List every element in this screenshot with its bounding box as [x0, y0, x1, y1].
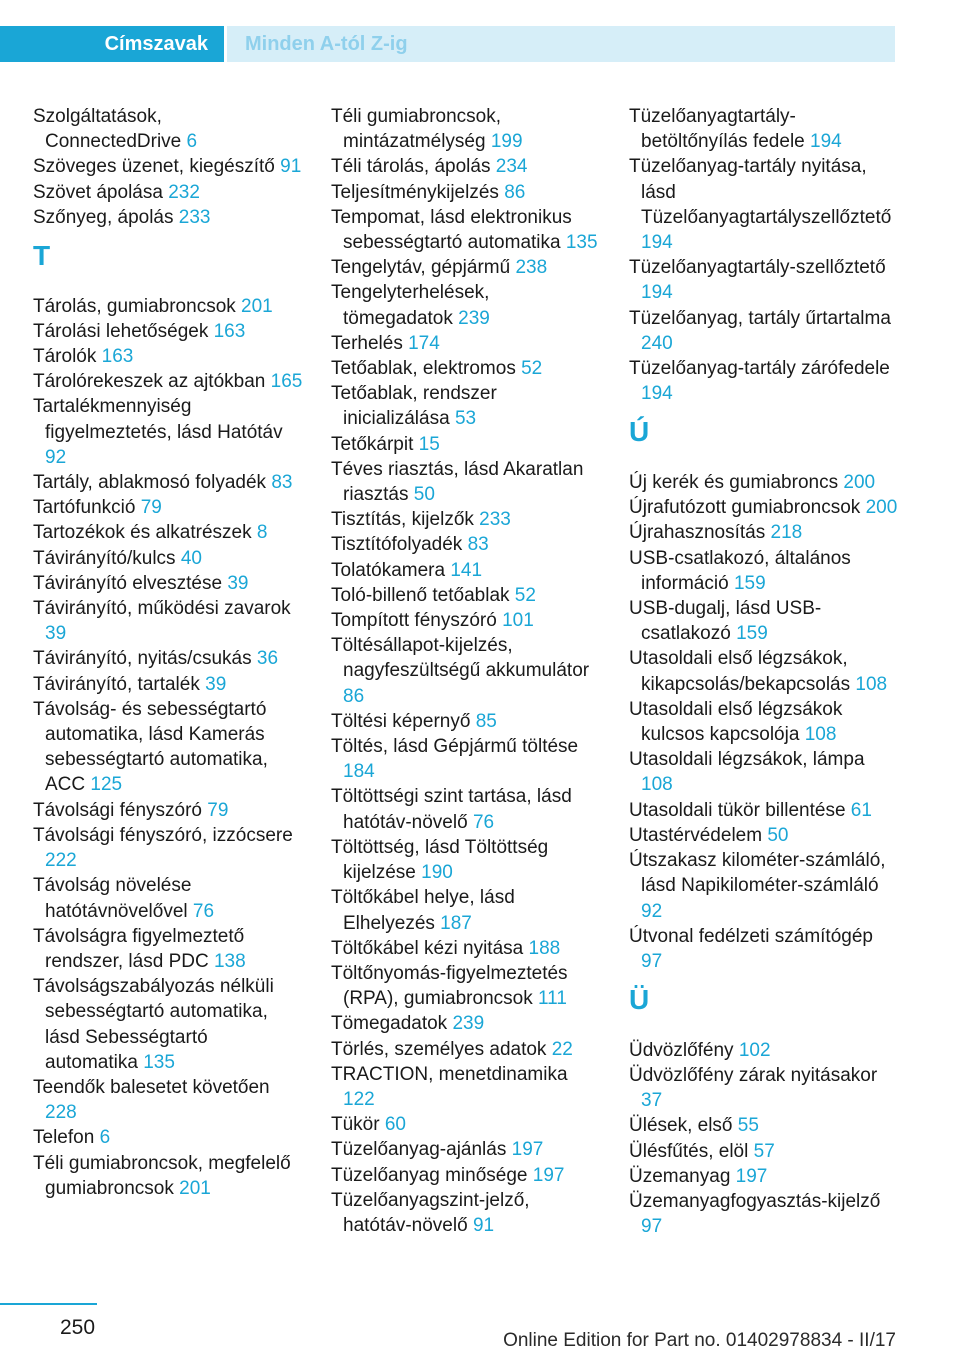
index-entry-text: Távirányító, tartalék [33, 673, 200, 695]
index-entry-text: Téli gumiabroncsok, mintázatmélység [331, 106, 502, 153]
index-entry [629, 1063, 899, 1113]
index-entry-text: Szőnyeg, ápolás [33, 206, 174, 228]
index-entry [629, 356, 899, 406]
index-entry-text: Utastérvédelem [629, 824, 763, 846]
section-letter: Ú [629, 416, 650, 448]
index-entry-text: Tömegadatok [331, 1013, 448, 1035]
index-entry [331, 734, 601, 784]
index-entry-text: Tüzelőanyag-ajánlás [331, 1139, 507, 1161]
page-link[interactable]: 15 [418, 433, 440, 455]
index-entry [629, 798, 899, 823]
index-entry-text: Töltésállapot-kijelzés, nagyfeszültségű akkumulátor [331, 635, 590, 682]
section-letter: T [33, 240, 51, 272]
index-entry-text: Üzemanyag [629, 1165, 731, 1187]
page-link[interactable]: 37 [641, 1090, 663, 1112]
page-link[interactable]: 97 [641, 1216, 663, 1238]
index-entry [33, 596, 303, 646]
page-link[interactable]: 86 [504, 181, 526, 203]
index-entry [629, 1139, 899, 1164]
index-entry [629, 823, 899, 848]
page-link[interactable]: 238 [515, 257, 548, 279]
page-link[interactable]: 159 [736, 623, 768, 645]
index-entry-text: Ülésfűtés, elöl [629, 1140, 749, 1162]
page-link[interactable]: 201 [241, 295, 273, 317]
index-entry-text: Téli tárolás, ápolás [331, 156, 491, 178]
index-entry-text: Töltőkábel helye, lásd Elhelyezés [331, 887, 515, 934]
index-entry-text: USB-csatlakozó, általános információ [629, 547, 851, 594]
page-link[interactable]: 163 [213, 320, 246, 342]
index-entry [331, 381, 601, 431]
index-entry-text: Tolatókamera [331, 559, 446, 581]
page-link[interactable]: 197 [735, 1165, 768, 1187]
index-entry-text: Távolsági fényszóró, izzócsere [33, 824, 293, 846]
page-link[interactable]: 239 [458, 307, 490, 329]
index-entry [33, 646, 303, 671]
page-link[interactable]: 218 [770, 522, 803, 544]
index-entry [331, 784, 601, 834]
index-entry [33, 823, 303, 873]
page-link[interactable]: 60 [384, 1114, 406, 1136]
index-entry-text: Üdvözlőfény [629, 1039, 734, 1061]
page-link[interactable]: 194 [641, 232, 673, 254]
page-link[interactable]: 141 [450, 559, 483, 581]
page-link[interactable]: 135 [143, 1051, 175, 1073]
index-column-3 [629, 104, 899, 1239]
index-entry [331, 1188, 601, 1238]
page-link[interactable]: 8 [256, 522, 268, 544]
page-link[interactable]: 85 [475, 710, 497, 732]
page-link[interactable]: 201 [179, 1177, 211, 1199]
index-entry [33, 1125, 303, 1150]
page-link[interactable]: 53 [454, 408, 477, 430]
index-entry [33, 470, 303, 495]
index-entry [331, 457, 601, 507]
index-entry-text: Tárolók [33, 346, 97, 368]
index-entry-text: Távolságra figyelmeztető rendszer, lásd PDC [33, 925, 245, 972]
page-link[interactable]: 92 [641, 900, 663, 922]
index-entry [33, 294, 303, 319]
index-entry [33, 974, 303, 1075]
index-entry-text: Töltés, lásd Gépjármű töltése [331, 736, 579, 758]
index-entry-text: Töltőkábel kézi nyitása [331, 937, 524, 959]
tab-keywords[interactable]: Címszavak [0, 26, 224, 62]
index-entry-text: Törlés, személyes adatok [331, 1038, 547, 1060]
page-link[interactable]: 76 [192, 900, 215, 922]
index-entry [33, 798, 303, 823]
page-link[interactable]: 232 [168, 181, 200, 203]
page-number: 250 [60, 1316, 96, 1339]
page-link[interactable]: 233 [178, 206, 211, 228]
index-entry [33, 571, 303, 596]
page-link[interactable]: 159 [733, 572, 766, 594]
index-entry [629, 104, 899, 154]
page-link[interactable]: 111 [538, 988, 567, 1010]
page-link[interactable]: 86 [343, 685, 365, 707]
index-entry [331, 633, 601, 709]
page-link[interactable]: 50 [413, 484, 435, 506]
index-entry-text: Tükör [331, 1114, 380, 1136]
index-entry-text: Telefon [33, 1127, 95, 1149]
index-entry [331, 154, 601, 179]
page-link[interactable]: 52 [521, 358, 543, 380]
page-link[interactable]: 76 [472, 811, 495, 833]
index-entry [33, 697, 303, 798]
header-band [0, 26, 895, 62]
index-entry [331, 205, 601, 255]
edition-note: Online Edition for Part no. 01402978834 - II/17 [503, 1330, 896, 1351]
page-link[interactable]: 194 [810, 131, 842, 153]
page-link[interactable]: 79 [140, 497, 162, 519]
index-entry [331, 583, 601, 608]
index-entry-text: Üzemanyagfogyasztás-kijelző [629, 1190, 881, 1212]
index-entry [331, 255, 601, 280]
footer-rule [0, 1303, 97, 1305]
index-entry-text: Töltőnyomás-figyelmeztetés (RPA), gumiabroncsok [331, 962, 568, 1010]
index-entry-text: Utasoldali első légzsákok kulcsos kapcsolója [629, 698, 843, 746]
index-entry [331, 936, 601, 961]
index-entry [33, 180, 303, 205]
index-entry-text: Tisztítás, kijelzők [331, 509, 474, 531]
page-link[interactable]: 92 [45, 446, 67, 468]
page-link[interactable]: 135 [565, 232, 598, 254]
index-entry [629, 747, 899, 797]
index-entry [33, 205, 303, 230]
page-link[interactable]: 6 [186, 131, 198, 153]
index-entry-text: Teendők balesetet követően [33, 1076, 270, 1098]
page-link[interactable]: 6 [99, 1127, 111, 1149]
index-entry [331, 104, 601, 154]
index-entry [331, 961, 601, 1011]
index-entry [33, 672, 303, 697]
index-entry [331, 558, 601, 583]
page-link[interactable]: 40 [180, 547, 202, 569]
page-link[interactable]: 163 [101, 346, 134, 368]
index-entry [629, 1113, 899, 1138]
index-entry [629, 495, 899, 520]
index-entry [331, 356, 601, 381]
page-link[interactable]: 108 [804, 724, 837, 746]
index-entry-text: Töltöttség, lásd Töltöttség kijelzése [331, 836, 549, 884]
index-entry-text: Tartalékmennyiség figyelmeztetés, lásd Hatótáv [33, 396, 283, 443]
page-link[interactable]: 239 [452, 1013, 485, 1035]
index-entry-text: Új kerék és gumiabroncs [629, 472, 839, 494]
page-link[interactable]: 240 [641, 332, 673, 354]
page-link[interactable]: 61 [850, 799, 872, 821]
index-entry-text: Újrafutózott gumiabroncsok [629, 497, 861, 519]
index-column-2 [331, 104, 601, 1238]
index-entry-text: Tartozékok és alkatrészek [33, 522, 252, 544]
index-entry-text: Utasoldali légzsákok, lámpa [629, 749, 865, 771]
index-entry-text: Távolsági fényszóró [33, 799, 202, 821]
index-entry [33, 520, 303, 545]
page-link[interactable]: 83 [271, 472, 293, 494]
page-link[interactable]: 52 [514, 584, 536, 606]
index-entry-text: Teljesítménykijelzés [331, 181, 499, 203]
page-link[interactable]: 57 [753, 1140, 775, 1162]
index-entry [33, 1075, 303, 1125]
index-entry-text: Tompított fényszóró [331, 610, 497, 632]
page-link[interactable]: 228 [45, 1102, 77, 1124]
index-entry [331, 1137, 601, 1162]
index-entry [33, 104, 303, 154]
index-entry [33, 319, 303, 344]
index-entry [33, 1151, 303, 1201]
index-entry-text: USB-dugalj, lásd USB-csatlakozó [629, 598, 822, 645]
page-link[interactable]: 83 [467, 534, 489, 556]
page-link[interactable]: 102 [738, 1039, 771, 1061]
index-entry-text: Toló-billenő tetőablak [331, 584, 510, 606]
index-entry [331, 280, 601, 330]
index-entry [331, 432, 601, 457]
page-link[interactable]: 222 [45, 850, 77, 872]
index-entry [331, 835, 601, 885]
index-entry-text: Tárolási lehetőségek [33, 320, 209, 342]
index-entry [331, 1163, 601, 1188]
index-entry-text: Töltöttségi szint tartása, lásd hatótáv-növelő [331, 786, 572, 833]
index-entry-text: Távirányító, működési zavarok [33, 598, 291, 620]
index-entry [629, 154, 899, 255]
page-link[interactable]: 125 [90, 774, 123, 796]
index-entry-text: Töltési képernyő [331, 710, 471, 732]
page-link[interactable]: 39 [205, 673, 227, 695]
index-entry-text: Távolság- és sebességtartó automatika, lásd Kamerás sebességtartó automatika, ACC [33, 698, 268, 796]
index-entry [629, 848, 899, 924]
index-entry-text: Ülések, első [629, 1115, 733, 1137]
index-entry [629, 1189, 899, 1239]
index-entry [33, 873, 303, 923]
index-entry [331, 507, 601, 532]
index-entry [33, 154, 303, 179]
index-entry [33, 546, 303, 571]
page-link[interactable]: 197 [511, 1139, 544, 1161]
index-entry [33, 924, 303, 974]
index-entry-text: Szövet ápolása [33, 181, 163, 203]
index-entry-text: Távolságszabályozás nélküli sebességtartó automatika, lásd Sebességtartó automatika [33, 976, 274, 1073]
index-entry-text: Téli gumiabroncsok, megfelelő gumiabroncsok [33, 1152, 291, 1199]
index-entry-text: Tengelyterhelések, tömegadatok [331, 282, 490, 329]
page-link[interactable]: 55 [737, 1115, 759, 1137]
index-entry-text: Távirányító elvesztése [33, 572, 223, 594]
index-entry-text: Tartófunkció [33, 497, 136, 519]
index-entry [629, 520, 899, 545]
index-entry-text: Utasoldali első légzsákok, kikapcsolás/bekapcsolás [629, 648, 851, 695]
index-entry-text: Távirányító/kulcs [33, 547, 176, 569]
page-link[interactable]: 22 [551, 1038, 573, 1060]
page-link[interactable]: 79 [207, 799, 229, 821]
index-entry-text: Távirányító, nyitás/csukás [33, 648, 252, 670]
index-entry [629, 697, 899, 747]
page-link[interactable]: 194 [641, 282, 673, 304]
page-link[interactable]: 39 [227, 572, 249, 594]
page-link[interactable]: 188 [528, 937, 561, 959]
page-link[interactable]: 97 [641, 950, 663, 972]
index-entry-text: Szolgáltatások, ConnectedDrive [33, 106, 182, 153]
page-link[interactable]: 36 [256, 648, 279, 670]
tab-a-to-z[interactable]: Minden A-tól Z-ig [227, 26, 895, 62]
page-link[interactable]: 199 [490, 131, 523, 153]
index-entry [629, 646, 899, 696]
index-entry [331, 532, 601, 557]
page-link[interactable]: 101 [502, 610, 534, 632]
page-link[interactable]: 233 [479, 509, 511, 531]
index-entry [331, 608, 601, 633]
index-entry-text: Tempomat, lásd elektronikus sebességtartó automatika [331, 206, 572, 254]
page-link[interactable]: 194 [641, 383, 673, 405]
index-entry-text: Tüzelőanyagtartály-betöltőnyílás fedele [629, 106, 805, 153]
index-entry [331, 331, 601, 356]
index-entry-text: Tüzelőanyag minősége [331, 1164, 528, 1186]
index-entry-text: Tüzelőanyagszint-jelző, hatótáv-növelő [331, 1189, 530, 1236]
index-entry [629, 306, 899, 356]
index-entry-text: Tetőablak, rendszer inicializálása [331, 383, 497, 430]
page-link[interactable]: 50 [767, 824, 789, 846]
index-entry-text: Terhelés [331, 332, 403, 354]
index-entry [629, 255, 899, 305]
index-entry [629, 596, 899, 646]
index-entry [331, 1011, 601, 1036]
index-entry [331, 180, 601, 205]
index-entry [33, 394, 303, 470]
index-entry-text: Tüzelőanyag, tartály űrtartalma [629, 307, 891, 329]
index-entry-text: Újrahasznosítás [629, 522, 766, 544]
index-entry [629, 470, 899, 495]
page-link[interactable]: 108 [855, 673, 888, 695]
index-entry [33, 344, 303, 369]
index-entry-text: Téves riasztás, lásd Akaratlan riasztás [331, 458, 584, 506]
page-link[interactable]: 138 [213, 950, 246, 972]
page-link[interactable]: 200 [865, 497, 898, 519]
page-link[interactable]: 197 [532, 1164, 565, 1186]
index-entry [331, 1062, 601, 1112]
index-entry [629, 546, 899, 596]
index-entry-text: Tengelytáv, gépjármű [331, 257, 511, 279]
page-link[interactable]: 91 [280, 156, 302, 178]
index-entry-text: Útvonal fedélzeti számítógép [629, 925, 873, 947]
page-link[interactable]: 39 [45, 623, 67, 645]
page-link[interactable]: 91 [472, 1214, 495, 1236]
section-letter: Ü [629, 984, 650, 1016]
index-entry [629, 924, 899, 974]
page-link[interactable]: 184 [343, 761, 375, 783]
page-link[interactable]: 187 [440, 912, 472, 934]
page-link[interactable]: 122 [343, 1088, 375, 1110]
index-entry [331, 1037, 601, 1062]
index-entry [331, 1112, 601, 1137]
index-entry-text: TRACTION, menetdinamika [331, 1063, 568, 1085]
index-entry [331, 709, 601, 734]
index-entry-text: Tüzelőanyag-tartály nyitása, lásd Tüzelőanyagtartályszellőztető [629, 156, 892, 228]
index-entry-text: Útszakasz kilométer-számláló, lásd Napikilométer-számláló [629, 850, 886, 897]
index-entry-text: Tárolás, gumiabroncsok [33, 295, 236, 317]
index-entry-text: Szöveges üzenet, kiegészítő [33, 156, 275, 178]
page-link[interactable]: 234 [495, 156, 528, 178]
index-entry [331, 885, 601, 935]
index-entry [33, 369, 303, 394]
index-entry-text: Tetőablak, elektromos [331, 358, 516, 380]
index-entry [33, 495, 303, 520]
page-link[interactable]: 190 [421, 862, 453, 884]
page-link[interactable]: 200 [843, 472, 876, 494]
page-link[interactable]: 165 [270, 371, 303, 393]
index-entry-text: Üdvözlőfény zárak nyitásakor [629, 1064, 878, 1086]
page-link[interactable]: 174 [408, 332, 440, 354]
index-column-1 [33, 104, 303, 1201]
index-entry-text: Tüzelőanyag-tartály zárófedele [629, 358, 890, 380]
index-entry-text: Tetőkárpit [331, 433, 414, 455]
page-link[interactable]: 108 [641, 774, 673, 796]
index-entry-text: Tartály, ablakmosó folyadék [33, 472, 267, 494]
index-entry-text: Tisztítófolyadék [331, 534, 463, 556]
index-entry-text: Utasoldali tükör billentése [629, 799, 846, 821]
index-entry [629, 1164, 899, 1189]
index-entry-text: Tüzelőanyagtartály-szellőztető [629, 257, 886, 279]
index-entry-text: Tárolórekeszek az ajtókban [33, 371, 266, 393]
index-entry [629, 1038, 899, 1063]
index-entry-text: Távolság növelése hatótávnövelővel [33, 875, 192, 922]
